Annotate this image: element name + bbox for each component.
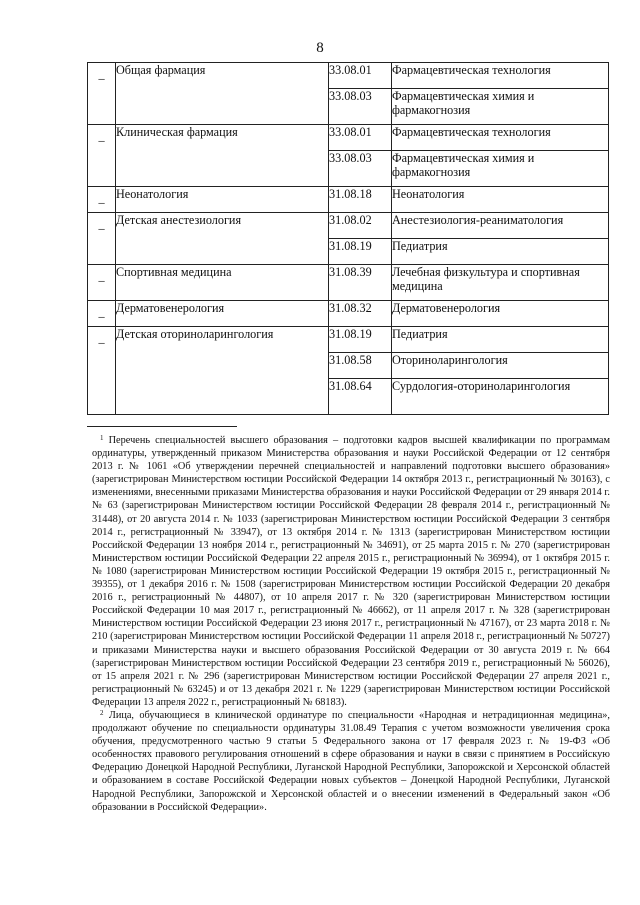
row-dash <box>88 327 116 415</box>
footnote-marker: 2 <box>100 708 104 717</box>
dash-mark: _ <box>98 191 105 205</box>
specialty-name: Анестезиология-реаниматология <box>392 213 609 239</box>
dash-mark: _ <box>98 331 105 345</box>
row-dash <box>88 63 116 125</box>
specialty-code: 31.08.02 <box>329 213 392 239</box>
specialty-code: 31.08.19 <box>329 327 392 353</box>
program-name: Спортивная медицина <box>116 265 232 279</box>
dash-mark: _ <box>98 269 105 283</box>
row-dash <box>88 265 116 301</box>
program-name: Неонатология <box>116 187 189 201</box>
specialty-name: Фармацевтическая химия и фармакогнозия <box>392 89 609 125</box>
specialty-code: 31.08.32 <box>329 301 392 327</box>
footnote-separator <box>87 426 237 427</box>
specialty-code: 31.08.19 <box>329 239 392 265</box>
specialty-name: Фармацевтическая технология <box>392 63 609 89</box>
program-name-cell <box>116 265 329 301</box>
row-dash <box>88 187 116 213</box>
row-dash <box>88 213 116 265</box>
specialty-code: 31.08.18 <box>329 187 392 213</box>
specialty-code: 33.08.01 <box>329 125 392 151</box>
program-name: Дерматовенерология <box>116 301 225 315</box>
program-name-cell <box>116 187 329 213</box>
specialty-name: Педиатрия <box>392 327 609 353</box>
footnotes <box>92 434 610 814</box>
specialty-name: Сурдология-оториноларингология <box>392 379 609 415</box>
program-name-cell <box>116 301 329 327</box>
dash-mark: _ <box>98 305 105 319</box>
program-name: Клиническая фармация <box>116 125 238 139</box>
specialty-name: Фармацевтическая химия и фармакогнозия <box>392 151 609 187</box>
specialty-code: 31.08.58 <box>329 353 392 379</box>
program-name-cell <box>116 63 329 125</box>
table-row <box>88 125 609 151</box>
specialties-table <box>87 62 609 415</box>
specialty-name: Педиатрия <box>392 239 609 265</box>
footnote-marker: 1 <box>100 434 104 442</box>
specialty-code: 31.08.39 <box>329 265 392 301</box>
footnote-text: Перечень специальностей высшего образования – подготовки кадров высшей квалификации по программам ординатуры, утвержденный приказом Министерства образования и науки Российской Федерации от 12 сентября 2013 г. № 1061 «Об утверждении перечней специальностей и направлений подготовки высшего образования» (зарегистрирован Министерством юстиции Российской Федерации 14 октября 2013 г., регистрационный № 30163), с изменениями, внесенными приказами Министерства образования и науки Российской Федерации от 29 января 2014 г. № 63 (зарегистрирован Министерством юстиции Российской Федерации 28 февраля 2014 г., регистрационный № 31448), от 20 августа 2014 г. № 1033 (зарегистрирован Министерством юстиции Российской Федерации 3 сентября 2014 г., регистрационный № 33947), от 13 октября 2014 г. № 1313 (зарегистрирован Министерством юстиции Российской Федерации 13 ноября 2014 г., регистрационный № 34691), от 25 марта 2015 г. № 270 (зарегистрирован Министерством юстиции Российской Федерации 22 апреля 2015 г., регистрационный № 36994), от 1 октября 2015 г. № 1080 (зарегистрирован Министерством юстиции Российской Федерации 19 октября 2015 г., регистрационный № 39355), от 1 декабря 2016 г. № 1508 (зарегистрирован Министерством юстиции Российской Федерации 20 декабря 2016 г., регистрационный № 44807), от 10 апреля 2017 г. № 320 (зарегистрирован Министерством юстиции Российской Федерации 10 мая 2017 г., регистрационный № 46662), от 11 апреля 2017 г. № 328 (зарегистрирован Министерством юстиции Российской Федерации 23 июня 2017 г., регистрационный № 47167), от 23 марта 2018 г. № 210 (зарегистрирован Министерством юстиции Российской Федерации 11 апреля 2018 г., регистрационный № 50727) и приказами Министерства науки и высшего образования Российской Федерации от 30 августа 2019 г. № 664 (зарегистрирован Министерством юстиции Российской Федерации 23 сентября 2019 г., регистрационный № 56026), от 15 апреля 2021 г. № 296 (зарегистрирован Министерством юстиции Российской Федерации 27 апреля 2021 г., регистрационный № 63245) и от 13 декабря 2021 г. № 1229 (зарегистрирован Министерством юстиции Российской Федерации 13 апреля 2022 г., регистрационный № 68183). <box>92 435 610 708</box>
specialty-code: 33.08.01 <box>329 63 392 89</box>
dash-mark: _ <box>98 129 105 143</box>
page-number: 8 <box>316 40 324 56</box>
program-name: Общая фармация <box>116 63 206 77</box>
table-row <box>88 213 609 239</box>
program-name: Детская анестезиология <box>116 213 242 227</box>
specialty-name: Фармацевтическая технология <box>392 125 609 151</box>
table-row <box>88 327 609 353</box>
footnote-text: Лица, обучающиеся в клинической ординатуре по специальности «Народная и нетрадиционная медицина», продолжают обучение по специальности ординатуры 31.08.49 Терапия с учетом возможности увеличения срока обучения, предусмотренного частью 9 статьи 5 Федерального закона от 17 февраля 2023 г. № 19-ФЗ «Об особенностях правового регулирования отношений в сфере образования и науки в связи с принятием в Российскую Федерацию Донецкой Народной Республики, Луганской Народной Республики, Запорожской и Херсонской областей и образованием в составе Российской Федерации новых субъектов – Донецкой Народной Республики, Луганской Народной Республики, Запорожской и Херсонской областей и о внесении изменений в Федеральный закон «Об образовании в Российской Федерации». <box>92 709 610 813</box>
table-row <box>88 63 609 89</box>
row-dash <box>88 125 116 187</box>
program-name-cell <box>116 125 329 187</box>
table-row <box>88 301 609 327</box>
footnote-2 <box>92 709 610 814</box>
specialty-code: 31.08.64 <box>329 379 392 415</box>
specialty-name: Оториноларингология <box>392 353 609 379</box>
table-row <box>88 265 609 301</box>
dash-mark: _ <box>98 67 105 81</box>
table-row <box>88 187 609 213</box>
specialty-code: 33.08.03 <box>329 89 392 125</box>
program-name-cell <box>116 213 329 265</box>
dash-mark: _ <box>98 217 105 231</box>
specialty-name: Дерматовенерология <box>392 301 609 327</box>
footnote-1 <box>92 434 610 709</box>
specialty-name: Лечебная физкультура и спортивная медицина <box>392 265 609 301</box>
program-name: Детская оториноларингология <box>116 327 274 341</box>
specialty-code: 33.08.03 <box>329 151 392 187</box>
specialty-name: Неонатология <box>392 187 609 213</box>
program-name-cell <box>116 327 329 415</box>
row-dash <box>88 301 116 327</box>
